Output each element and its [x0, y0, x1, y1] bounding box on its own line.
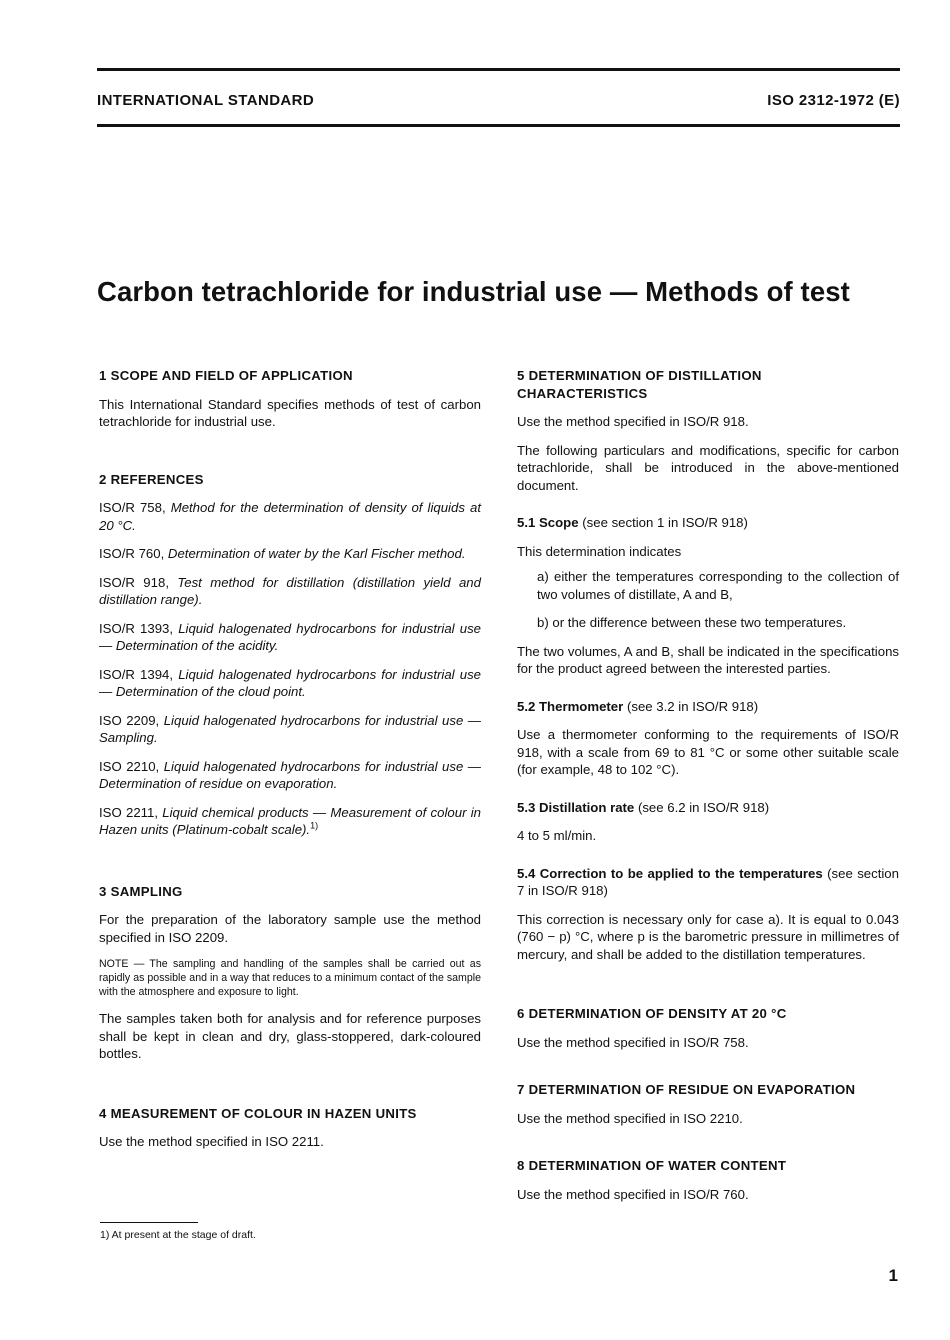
subsection-5-2-text: Use a thermometer conforming to the requirements of ISO/R 918, with a scale from 69 to 81 °C or some other suitable scale (for example, 48 to 102 °C). [517, 727, 899, 777]
section-6-text: Use the method specified in ISO/R 758. [517, 1034, 749, 1050]
subsection-5-1-heading: 5.1 Scope (see section 1 in ISO/R 918) [517, 515, 748, 530]
section-2-heading: 2 REFERENCES [99, 471, 204, 487]
reference-item: ISO/R 758, Method for the determination of density of liquids at 20 °C. [99, 500, 481, 533]
section-1-heading: 1 SCOPE AND FIELD OF APPLICATION [99, 368, 353, 383]
subsection-5-4-heading: 5.4 Correction to be applied to the temperatures (see section 7 in ISO/R 918) [517, 865, 899, 898]
section-8-heading: 8 DETERMINATION OF WATER CONTENT [517, 1158, 787, 1173]
section-5-text-2: The following particulars and modifications, specific for carbon tetrachloride, shall be introduced in the above-mentioned document. [517, 442, 899, 493]
reference-item: ISO 2209, Liquid halogenated hydrocarbons for industrial use — Sampling. [99, 712, 481, 745]
section-4-text: Use the method specified in ISO 2211. [99, 1134, 324, 1149]
list-item-b: b) or the difference between these two temperatures. [537, 615, 847, 630]
reference-item: ISO 2211, Liquid chemical products — Measurement of colour in Hazen units (Platinum-cobalt scale).$^{1)}$ [99, 804, 482, 837]
section-5-text: Use the method specified in ISO/R 918. [517, 414, 749, 429]
section-3-text-2: The samples taken both for analysis and for reference purposes shall be kept in clean and dry, glass-stoppered, dark-coloured bottles. [99, 1011, 481, 1061]
section-7-heading: 7 DETERMINATION OF RESIDUE ON EVAPORATION [517, 1082, 856, 1097]
section-8-text: Use the method specified in ISO/R 760. [517, 1186, 749, 1202]
left-column [99, 367, 481, 1151]
section-5-heading: 5 DETERMINATION OF DISTILLATION CHARACTERISTICS [517, 368, 762, 401]
footnote: 1) At present at the stage of draft. [100, 1229, 256, 1241]
section-3-heading: 3 SAMPLING [99, 883, 183, 899]
section-7-text: Use the method specified in ISO 2210. [517, 1110, 743, 1126]
footnote-rule [100, 1222, 198, 1223]
subsection-5-2-heading: 5.2 Thermometer (see 3.2 in ISO/R 918) [517, 698, 759, 714]
reference-item: ISO 2210, Liquid halogenated hydrocarbons for industrial use — Determination of residue on evaporation. [99, 758, 481, 791]
header-right: ISO 2312-1972 (E) [767, 92, 900, 109]
reference-item: ISO/R 1394, Liquid halogenated hydrocarbons for industrial use — Determination of the cloud point. [99, 666, 481, 699]
list-item-a: a) either the temperatures corresponding to the collection of two volumes of distillate, A and B, [537, 569, 899, 602]
header-top-rule [97, 68, 900, 71]
reference-item: ISO/R 1393, Liquid halogenated hydrocarbons for industrial use — Determination of the acidity. [99, 620, 481, 653]
subsection-5-1-intro: This determination indicates [517, 543, 682, 559]
header-bottom-rule [97, 124, 900, 127]
section-1-text: This International Standard specifies methods of test of carbon tetrachloride for industrial use. [99, 396, 481, 429]
section-3-note: NOTE — The sampling and handling of the samples shall be carried out as rapidly as possible and in a way that reduces to a minimum contact of the sample with the atmosphere and exposure to light. [99, 958, 481, 998]
reference-item: ISO/R 760, Determination of water by the Karl Fischer method. [99, 546, 466, 561]
subsection-5-1-text: The two volumes, A and B, shall be indicated in the specifications for the product agreed between the interested parties. [517, 643, 899, 676]
page-number: 1 [888, 1266, 898, 1285]
document-title: Carbon tetrachloride for industrial use — Methods of test [97, 276, 850, 307]
section-4-heading: 4 MEASUREMENT OF COLOUR IN HAZEN UNITS [99, 1105, 417, 1121]
right-column [517, 367, 899, 1203]
section-6-heading: 6 DETERMINATION OF DENSITY AT 20 °C [517, 1006, 787, 1021]
section-3-text: For the preparation of the laboratory sample use the method specified in ISO 2209. [99, 912, 481, 945]
subsection-5-3-heading: 5.3 Distillation rate (see 6.2 in ISO/R 918) [517, 799, 770, 815]
footnote-marker: 1) [310, 820, 319, 831]
subsection-5-4-text: This correction is necessary only for case a). It is equal to 0.043 (760 − p) °C, where p is the barometric pressure in millimetres of mercury, and shall be added to the distillation temperatures. [517, 911, 899, 962]
header-left: INTERNATIONAL STANDARD [97, 92, 315, 109]
subsection-5-3-text: 4 to 5 ml/min. [517, 828, 597, 843]
reference-item: ISO/R 918, Test method for distillation (distillation yield and distillation range). [99, 574, 481, 607]
